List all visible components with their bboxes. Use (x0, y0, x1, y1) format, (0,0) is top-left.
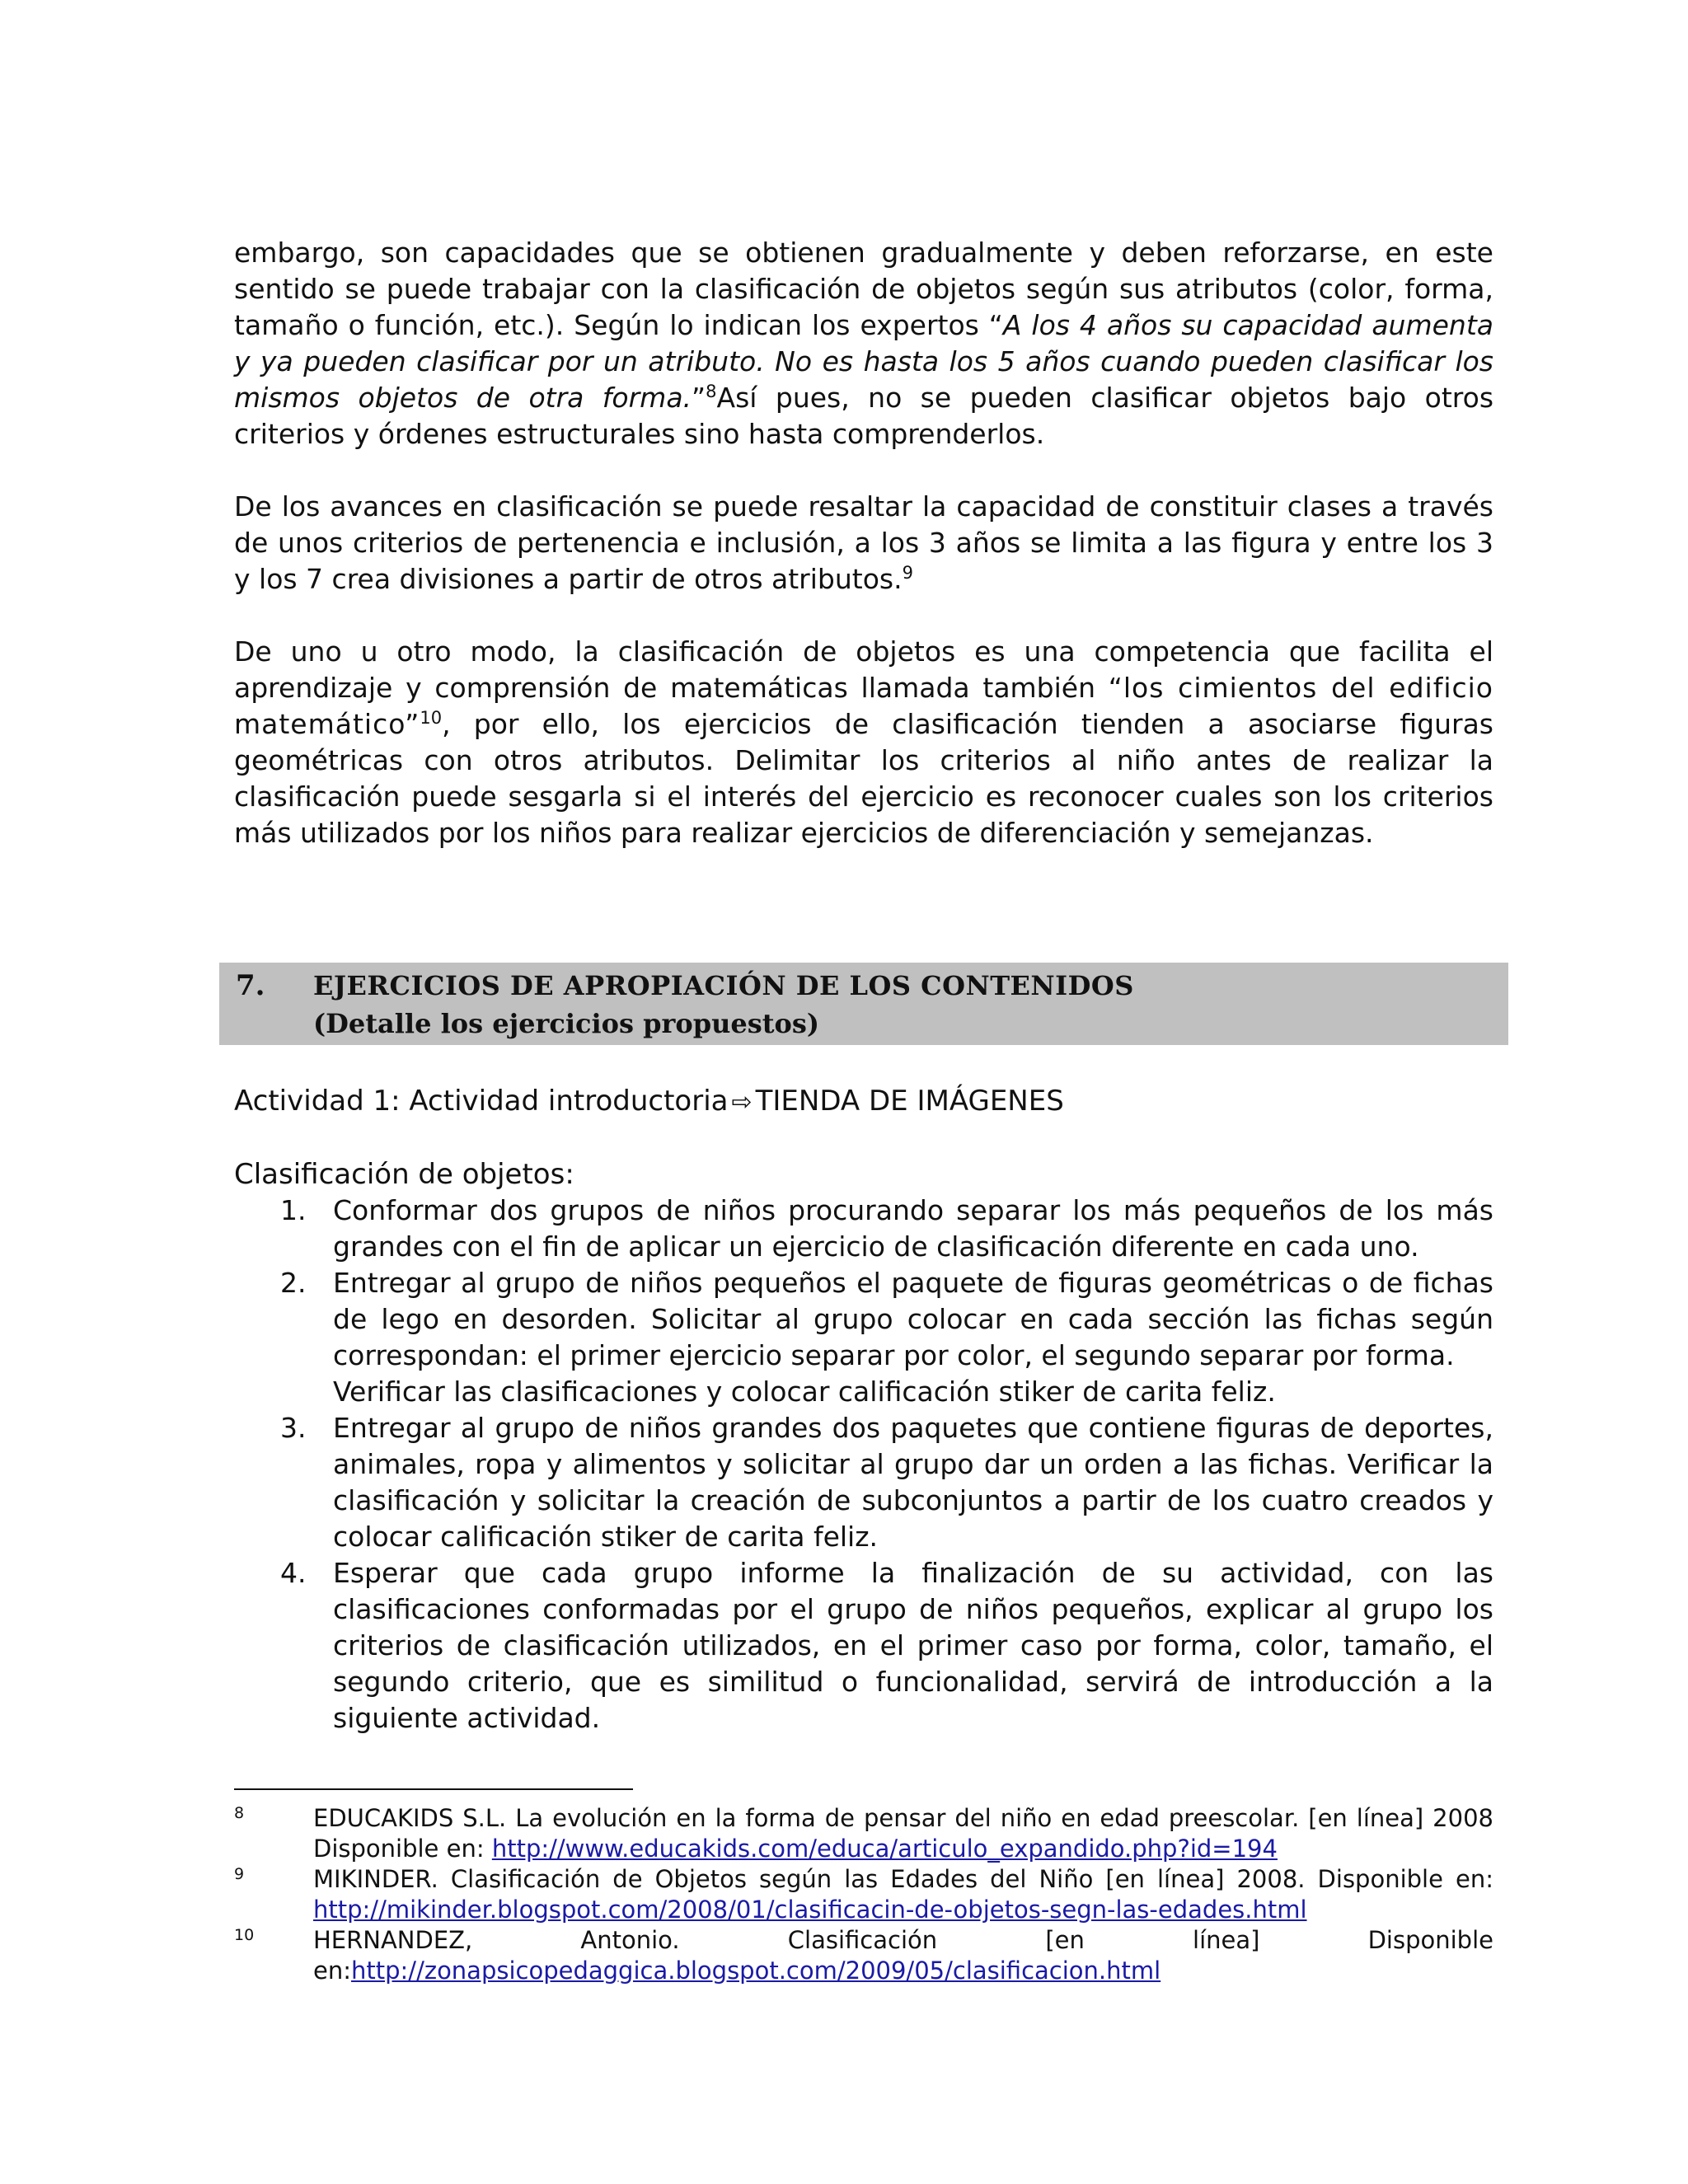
footnote-text: línea] (1193, 1926, 1260, 1954)
closing-quote: ” (692, 382, 706, 414)
footnotes (234, 1803, 1493, 1986)
list-item-text: Conformar dos grupos de niños procurando separar los más pequeños de los más grandes con el fin de aplicar un ejercicio de clasificación diferente en cada uno. (333, 1194, 1493, 1263)
arrow-right-icon: ⇨ (731, 1088, 753, 1117)
footnote-mark: 9 (234, 1865, 245, 1883)
paragraph-text: De uno u otro modo, la clasificación de objetos es una competencia que facilita el aprendizaje y comprensión de matemáticas llamada también (234, 635, 1493, 704)
classification-title: Clasificación de objetos: (234, 1158, 574, 1191)
steps-list (234, 1193, 1493, 1736)
paragraph-text: Así pues, no se pueden clasificar objetos bajo otros criterios y órdenes estructurales sino hasta comprenderlos. (234, 382, 1494, 450)
activity-heading (234, 1083, 1064, 1121)
list-item (234, 1410, 1493, 1555)
list-item-text: Entregar al grupo de niños pequeños el paquete de figuras geométricas o de fichas de lego en desorden. Solicitar al grupo colocar en cada sección las fichas según correspondan: el primer ejercicio separar por color, el segundo separar por forma. (333, 1267, 1493, 1371)
footnote-text: Disponible (1367, 1926, 1493, 1954)
list-item-number: 3. (280, 1412, 307, 1444)
quoted-expert-text: A los 4 años su capacidad aumenta y ya pueden clasificar por un atributo. No es hasta los 5 años cuando pueden clasificar los mismos objetos de otra forma. (234, 309, 1493, 414)
activity-name: TIENDA DE IMÁGENES (755, 1085, 1064, 1118)
footnote-link[interactable]: http://zonapsicopedaggica.blogspot.com/2009/05/clasificacion.html (351, 1957, 1161, 1985)
footnote-mark: 8 (234, 1804, 245, 1822)
section-title: EJERCICIOS DE APROPIACIÓN DE LOS CONTENIDOS (313, 970, 1134, 1001)
footnote-text: HERNANDEZ, (313, 1926, 473, 1954)
footnote-link[interactable]: http://mikinder.blogspot.com/2008/01/clasificacin-de-objetos-segn-las-edades.html (313, 1896, 1307, 1924)
section-subtitle: (Detalle los ejercicios propuestos) (313, 1008, 820, 1039)
footnote-text: en: (313, 1957, 351, 1985)
list-item-number: 2. (280, 1267, 307, 1299)
footnote-second-line (313, 1956, 1493, 1986)
paragraph-text: , por ello, los ejercicios de clasificación tienden a asociarse figuras geométricas con otros atributos. Delimitar los criterios al niño antes de realizar la clasificación puede sesgarla si el interés del ejercicio es reconocer cuales son los criterios más utilizados por los niños para realizar ejercicios de diferenciación y semejanzas. (234, 708, 1493, 849)
list-item-text: Verificar las clasificaciones y colocar calificación stiker de carita feliz. (333, 1376, 1276, 1408)
footnote-8 (234, 1803, 1493, 1864)
body-paragraph-1 (234, 235, 1493, 452)
body-paragraph-3 (234, 634, 1493, 851)
footnote-9 (234, 1864, 1493, 1925)
paragraph-text: De los avances en clasificación se puede resaltar la capacidad de constituir clases a través de unos criterios de pertenencia e inclusión, a los 3 años se limita a las figura y entre los 3 y los 7 crea divisiones a partir de otros atributos. (234, 490, 1493, 595)
footnote-first-line (313, 1925, 1493, 1956)
section-number: 7. (236, 969, 265, 1002)
footnote-link[interactable]: http://www.educakids.com/educa/articulo_expandido.php?id=194 (491, 1835, 1278, 1863)
quoted-phrase: “los cimientos del edificio matemático” (234, 672, 1493, 740)
list-item-text: Esperar que cada grupo informe la finalización de su actividad, con las clasificaciones conformadas por el grupo de niños pequeños, explicar al grupo los criterios de clasificación utilizados, en el primer caso por forma, color, tamaño, el segundo criterio, que es similitud o funcionalidad, servirá de introducción a la siguiente actividad. (333, 1557, 1493, 1734)
footnote-mark: 10 (234, 1926, 255, 1944)
footnote-text: MIKINDER. Clasificación de Objetos según las Edades del Niño [en línea] 2008. Disponible en: (313, 1865, 1493, 1893)
footnote-reference[interactable]: 8 (706, 382, 717, 401)
list-item (234, 1193, 1493, 1265)
list-item-text: Entregar al grupo de niños grandes dos paquetes que contiene figuras de deportes, animales, ropa y alimentos y solicitar al grupo dar un orden a las fichas. Verificar la clasificación y solicitar la creación de subconjuntos a partir de los cuatro creados y colocar calificación stiker de carita feliz. (333, 1412, 1493, 1553)
list-item-number: 1. (280, 1194, 307, 1226)
footnote-text: Antonio. (580, 1926, 680, 1954)
paragraph-text: embargo, son capacidades que se obtienen gradualmente y deben reforzarse, en este sentido se puede trabajar con la clasificación de objetos según sus atributos (color, forma, tamaño o función, etc.). Según lo indican los expertos “ (234, 237, 1493, 341)
body-paragraph-2 (234, 489, 1493, 598)
activity-label: Actividad 1: Actividad introductoria (234, 1085, 729, 1118)
footnote-10 (234, 1925, 1493, 1986)
list-item (234, 1265, 1493, 1410)
list-item (234, 1555, 1493, 1736)
footnote-reference[interactable]: 10 (420, 708, 443, 728)
footnote-reference[interactable]: 9 (902, 563, 913, 583)
footnote-separator (234, 1788, 633, 1790)
list-item-number: 4. (280, 1557, 307, 1589)
footnote-text: EDUCAKIDS S.L. La evolución en la forma de pensar del niño en edad preescolar. [en línea] 2008 Disponible en: (313, 1804, 1493, 1863)
footnote-text: Clasificación (787, 1926, 938, 1954)
section-heading (219, 963, 1508, 1045)
footnote-text: [en (1045, 1926, 1085, 1954)
